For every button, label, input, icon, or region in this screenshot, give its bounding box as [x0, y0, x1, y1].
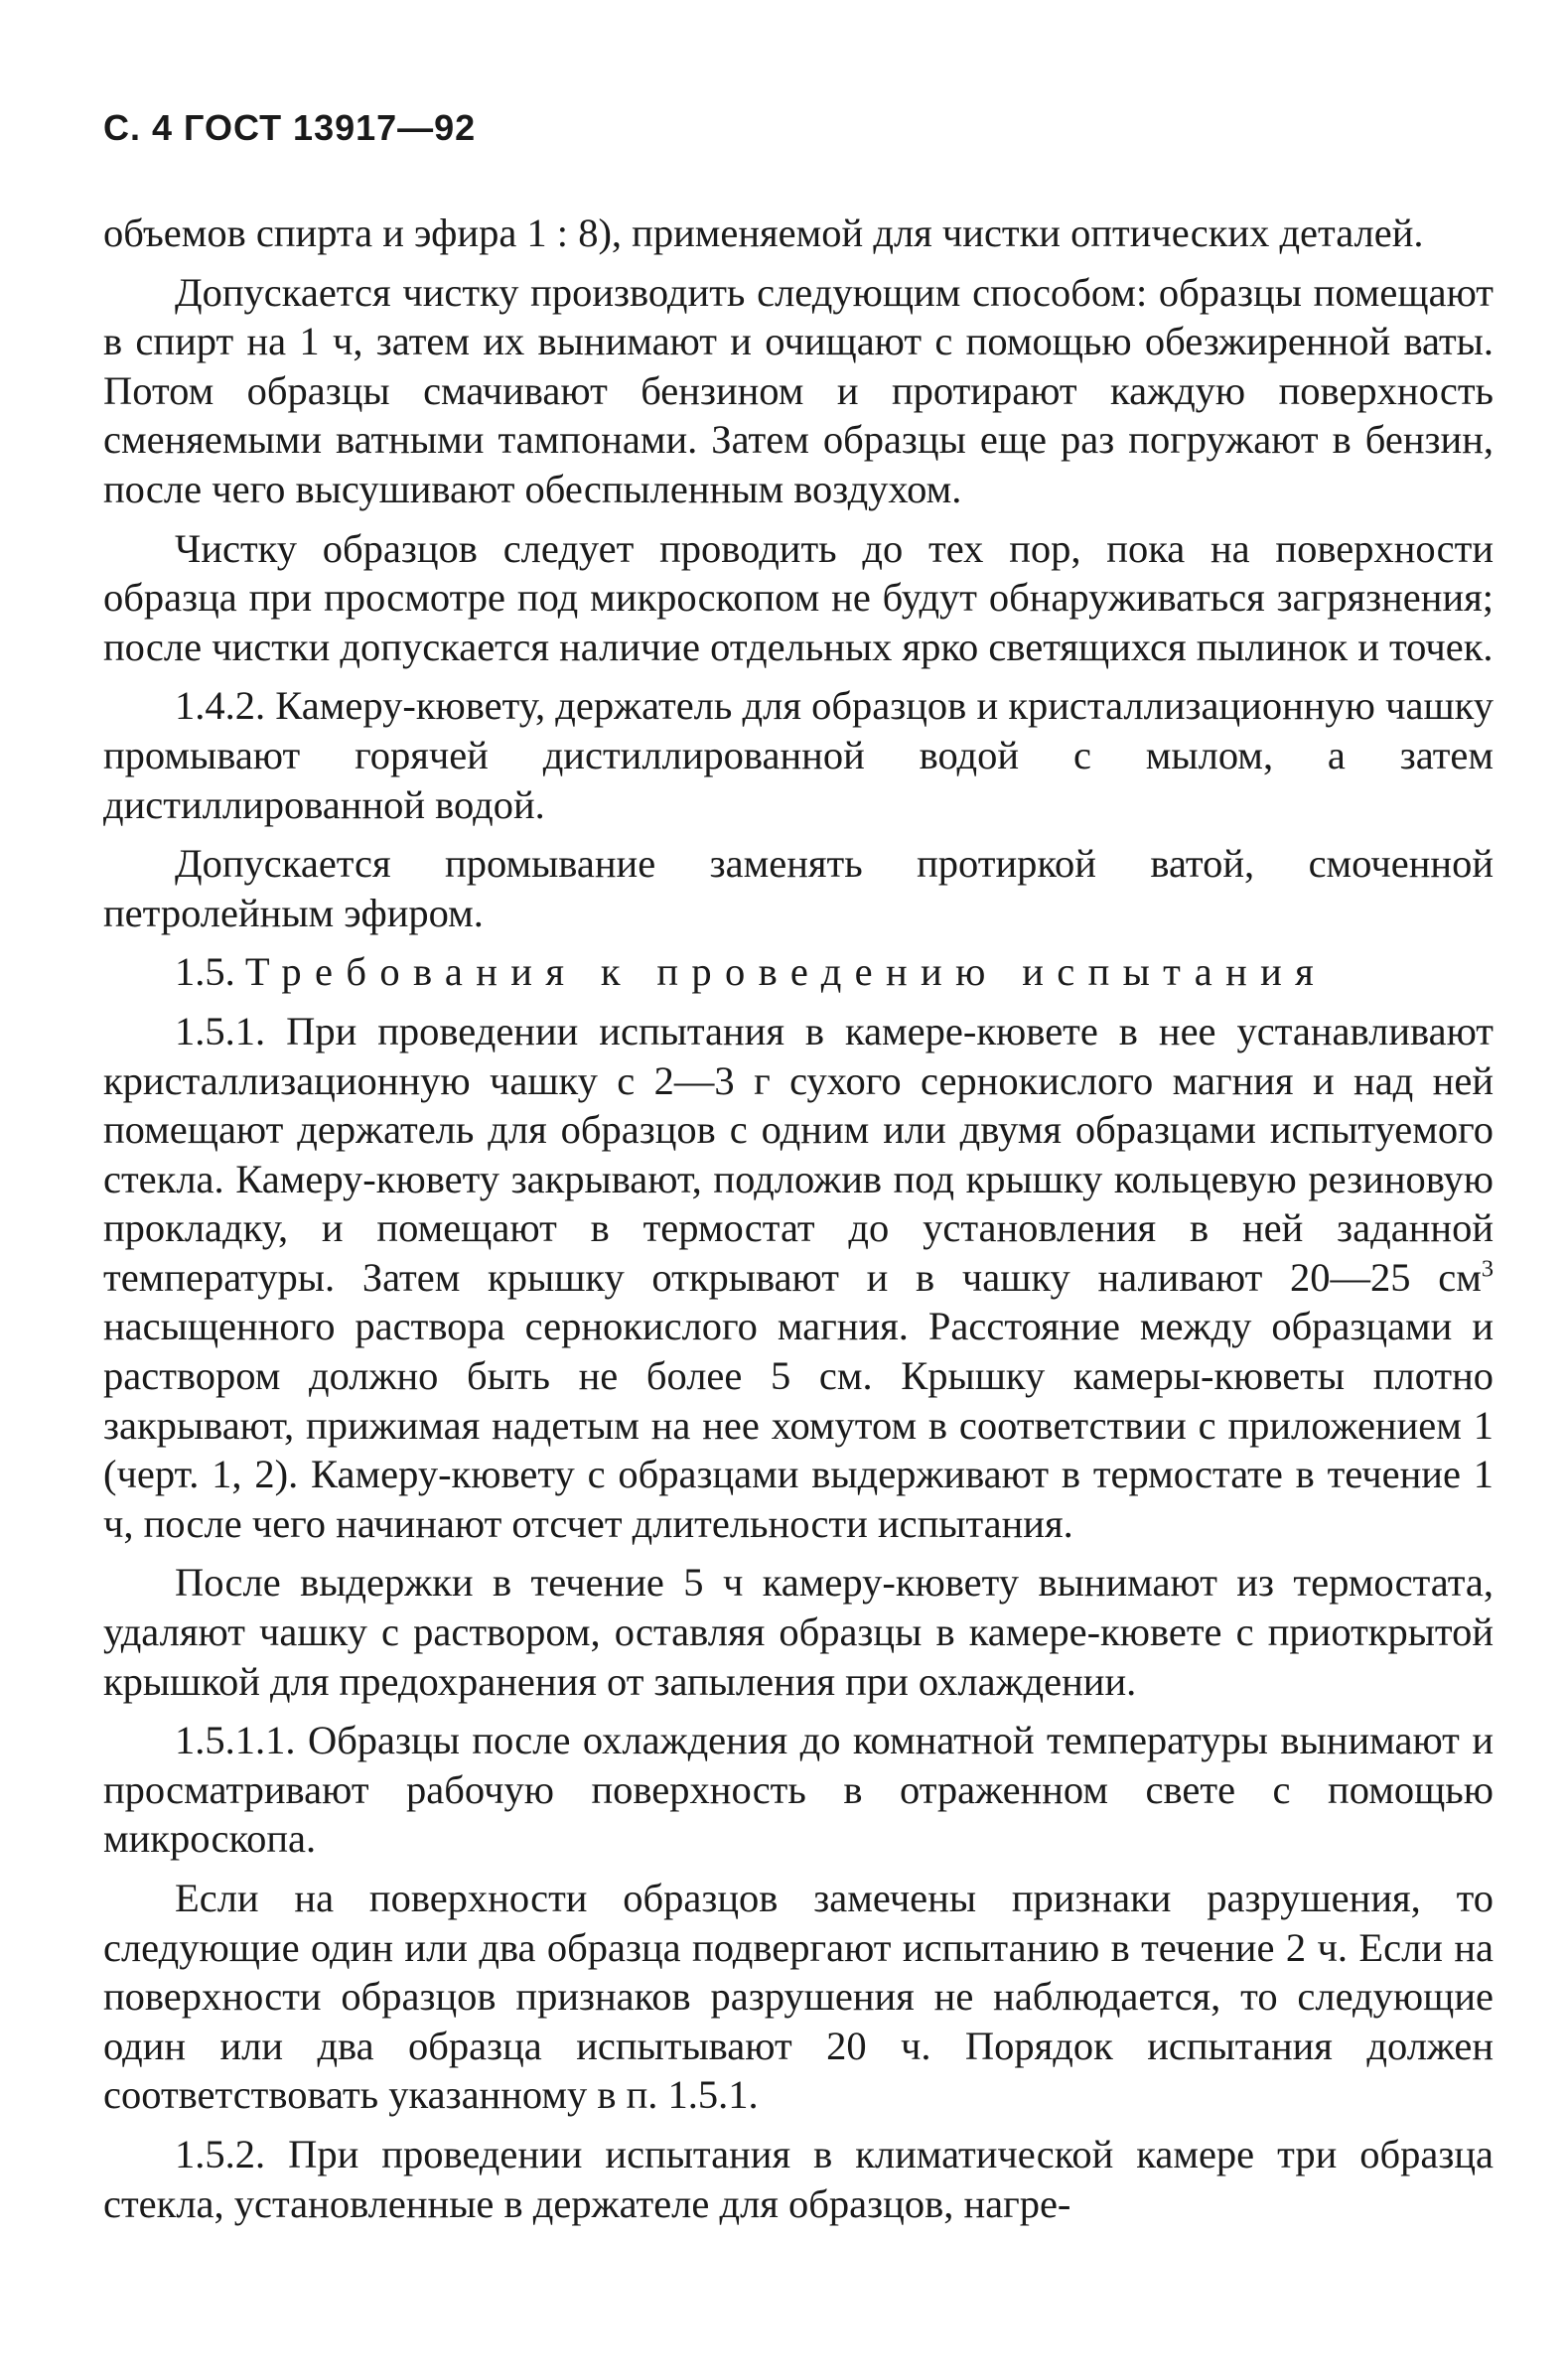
paragraph-cleaning-criteria: Чистку образцов следует проводить до тех пор, пока на поверхности образца при просмотре под микроскопом не будут обнаруживаться загрязнения; после чистки допускается наличие отдельных ярко светящихся пылинок и точек.	[103, 525, 1494, 669]
paragraph-1-4-2: 1.4.2. Камеру-кювету, держатель для образцов и кристаллизационную чашку промывают горячей дистиллированной водой с мылом, а затем дистиллированной водой.	[103, 683, 1494, 827]
paragraph-continuation: объемов спирта и эфира 1 : 8), применяемой для чистки оптических деталей.	[103, 210, 1424, 255]
paragraph-after-exposure: После выдержки в течение 5 ч камеру-кювету вынимают из термостата, удаляют чашку с раствором, оставляя образцы в камере-кювете с приоткрытой крышкой для предохранения от запыления при охлаждении.	[103, 1560, 1494, 1704]
paragraph-cleaning-method: Допускается чистку производить следующим способом: образцы помещают в спирт на 1 ч, затем их вынимают и очищают с помощью обезжиренной ваты. Потом образцы смачивают бензином и протирают каждую поверхность сменяемыми ватными тампонами. Затем образцы еще раз погружают в бензин, после чего высушивают обеспыленным воздухом.	[103, 269, 1494, 511]
paragraph-1-5-1-part-a: 1.5.1. При проведении испытания в камере-кювете в нее устанавливают кристаллизационную чашку с 2—3 г сухого сернокислого магния и над ней помещают держатель для образцов с одним или двумя образцами испытуемого стекла. Камеру-кювету закрывают, подложив под крышку кольцевую резиновую прокладку, и помещают в термостат до установления в ней заданной температуры. Затем крышку открывают и в чашку наливают 20—25 см	[103, 1008, 1494, 1300]
paragraph-1-5-1-1: 1.5.1.1. Образцы после охлаждения до комнатной температуры вынимают и просматривают рабочую поверхность в отраженном свете с помощью микроскопа.	[103, 1718, 1494, 1862]
paragraph-washing-alternative: Допускается промывание заменять протиркой ватой, смоченной петролейным эфиром.	[103, 841, 1494, 935]
page-header: С. 4 ГОСТ 13917—92	[103, 107, 477, 148]
paragraph-1-5-1	[103, 1007, 1494, 1549]
paragraph-1-5-2: 1.5.2. При проведении испытания в климатической камере три образца стекла, установленные в держателе для образцов, нагре-	[103, 2131, 1494, 2226]
section-heading-1-5	[103, 947, 1494, 997]
section-title: Требования к проведению испытания	[244, 949, 1328, 995]
document-page	[103, 107, 1494, 2238]
document-body	[103, 209, 1494, 2228]
paragraph-1-5-1-part-b: насыщенного раствора сернокислого магния. Расстояние между образцами и раствором должно быть не более 5 см. Крышку камеры-кюветы плотно закрывают, прижимая надетым на нее хомутом в соответствии с приложением 1 (черт. 1, 2). Камеру-кювету с образцами выдерживают в термостате в течение 1 ч, после чего начинают отсчет длительности испытания.	[103, 1304, 1494, 1546]
paragraph-destruction-signs: Если на поверхности образцов замечены признаки разрушения, то следующие один или два образца подвергают испытанию в течение 2 ч. Если на поверхности образцов признаков разрушения не наблюдается, то следующие один или два образца испытывают 20 ч. Порядок испытания должен соответствовать указанному в п. 1.5.1.	[103, 1876, 1494, 2118]
section-number: 1.5.	[175, 949, 235, 995]
superscript-3: 3	[1481, 1255, 1494, 1283]
